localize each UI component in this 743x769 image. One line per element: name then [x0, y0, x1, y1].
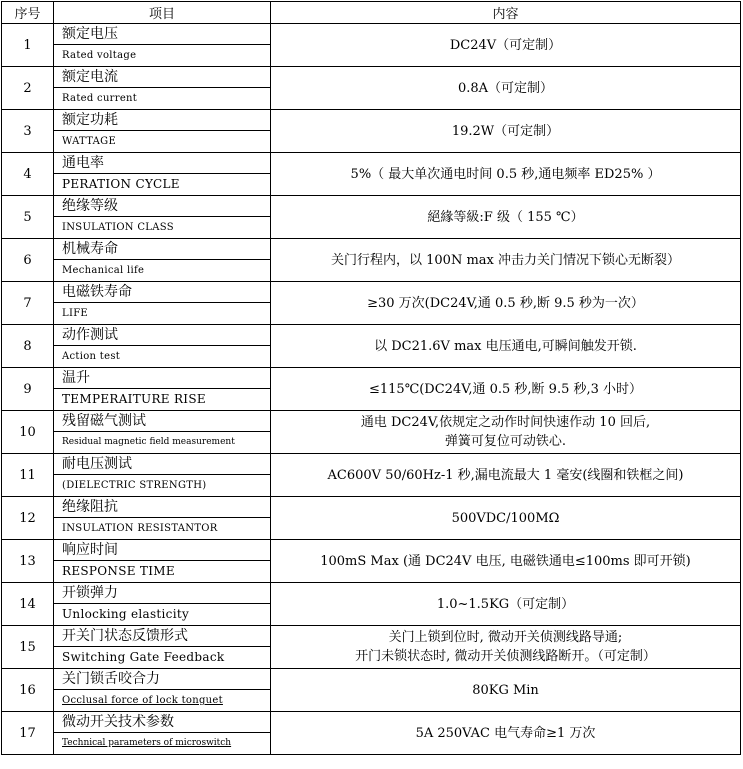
- item-name-en: Unlocking elasticity: [62, 607, 190, 621]
- row-number: 8: [2, 325, 54, 368]
- content-line: ≥30 万次(DC24V,通 0.5 秒,断 9.5 秒为一次）: [367, 295, 644, 311]
- spec-table: [1, 1, 741, 755]
- item-name-zh: 残留磁气测试: [54, 411, 270, 432]
- item-name-en: LIFE: [62, 308, 89, 319]
- item-name-en: INSULATION RESISTANTOR: [62, 523, 218, 534]
- item-name-zh: 微动开关技术参数: [54, 712, 270, 733]
- content-cell: [271, 669, 741, 712]
- item-name-zh: 响应时间: [54, 540, 270, 561]
- item-cell: [54, 24, 271, 67]
- item-name-zh: 温升: [54, 368, 270, 389]
- item-name-en: Rated current: [62, 93, 138, 104]
- item-name-en: Action test: [62, 351, 121, 362]
- item-name-zh: 额定电压: [54, 24, 270, 45]
- table-row: [2, 24, 741, 67]
- item-name-zh: 耐电压测试: [54, 454, 270, 475]
- content-line: 100mS Max (通 DC24V 电压, 电磁铁通电≤100ms 即可开锁): [320, 553, 691, 569]
- table-row: [2, 282, 741, 325]
- item-cell: [54, 239, 271, 282]
- item-name-zh: 额定功耗: [54, 110, 270, 131]
- row-number: 5: [2, 196, 54, 239]
- row-number: 9: [2, 368, 54, 411]
- row-number: 12: [2, 497, 54, 540]
- row-number: 13: [2, 540, 54, 583]
- item-cell: [54, 454, 271, 497]
- item-name-en: INSULATION CLASS: [62, 222, 174, 233]
- table-row: [2, 669, 741, 712]
- item-cell: [54, 196, 271, 239]
- item-name-zh: 额定电流: [54, 67, 270, 88]
- table-row: [2, 626, 741, 669]
- row-number: 16: [2, 669, 54, 712]
- table-row: [2, 368, 741, 411]
- item-cell: [54, 153, 271, 196]
- item-name-zh: 绝缘等级: [54, 196, 270, 217]
- content-cell: [271, 196, 741, 239]
- content-line: 80KG Min: [472, 682, 539, 698]
- content-line: 19.2W（可定制）: [451, 123, 560, 139]
- row-number: 11: [2, 454, 54, 497]
- content-line: ≤115℃(DC24V,通 0.5 秒,断 9.5 秒,3 小时）: [368, 381, 643, 397]
- content-cell: [271, 583, 741, 626]
- item-name-zh: 动作测试: [54, 325, 270, 346]
- table-row: [2, 411, 741, 454]
- table-row: [2, 239, 741, 282]
- item-name-en: PERATION CYCLE: [62, 177, 180, 191]
- row-number: 7: [2, 282, 54, 325]
- table-row: [2, 712, 741, 755]
- item-name-en: Technical parameters of microswitch: [62, 738, 232, 748]
- table-row: [2, 110, 741, 153]
- content-cell: [271, 626, 741, 669]
- content-cell: [271, 110, 741, 153]
- content-line: 500VDC/100MΩ: [451, 510, 560, 526]
- row-number: 15: [2, 626, 54, 669]
- header-no: 序号: [2, 2, 54, 24]
- item-name-zh: 机械寿命: [54, 239, 270, 260]
- content-cell: [271, 368, 741, 411]
- content-cell: [271, 282, 741, 325]
- content-cell: [271, 24, 741, 67]
- item-cell: [54, 110, 271, 153]
- row-number: 17: [2, 712, 54, 755]
- content-line: 开门未锁状态时, 微动开关侦测线路断开。（可定制）: [355, 649, 656, 664]
- item-cell: [54, 583, 271, 626]
- content-cell: [271, 153, 741, 196]
- content-cell: [271, 411, 741, 454]
- row-number: 10: [2, 411, 54, 454]
- content-cell: [271, 712, 741, 755]
- header-content: 内容: [271, 2, 741, 24]
- item-name-zh: 关门锁舌咬合力: [54, 669, 270, 690]
- table-row: [2, 454, 741, 497]
- row-number: 14: [2, 583, 54, 626]
- content-cell: [271, 540, 741, 583]
- item-cell: [54, 497, 271, 540]
- content-line: 关门行程内，以 100N max 冲击力关门情况下锁心无断裂）: [331, 252, 680, 268]
- content-line: 5A 250VAC 电气寿命≥1 万次: [415, 725, 596, 741]
- item-name-en: Mechanical life: [62, 265, 145, 276]
- item-name-en: RESPONSE TIME: [62, 564, 175, 578]
- content-cell: [271, 454, 741, 497]
- item-cell: [54, 282, 271, 325]
- item-cell: [54, 712, 271, 755]
- item-cell: [54, 669, 271, 712]
- header-row: [2, 2, 741, 24]
- item-name-zh: 通电率: [54, 153, 270, 174]
- item-name-zh: 开锁弹力: [54, 583, 270, 604]
- content-line: 0.8A（可定制）: [457, 80, 554, 96]
- item-cell: [54, 368, 271, 411]
- row-number: 6: [2, 239, 54, 282]
- content-line: 絕緣等級:F 级（ 155 ℃）: [427, 209, 584, 225]
- content-cell: [271, 67, 741, 110]
- item-cell: [54, 540, 271, 583]
- item-name-en: TEMPERAITURE RISE: [62, 392, 206, 406]
- item-name-en: Switching Gate Feedback: [62, 650, 225, 664]
- item-cell: [54, 67, 271, 110]
- item-name-en: (DIELECTRIC STRENGTH): [62, 480, 207, 491]
- item-name-en: WATTAGE: [62, 136, 117, 147]
- table-row: [2, 497, 741, 540]
- row-number: 4: [2, 153, 54, 196]
- item-name-en: Rated voltage: [62, 50, 137, 61]
- content-cell: [271, 325, 741, 368]
- item-cell: [54, 325, 271, 368]
- table-row: [2, 153, 741, 196]
- item-name-zh: 绝缘阻抗: [54, 497, 270, 518]
- content-line: 5%（ 最大单次通电时间 0.5 秒,通电频率 ED25% ）: [350, 166, 661, 182]
- table-row: [2, 540, 741, 583]
- row-number: 3: [2, 110, 54, 153]
- table-row: [2, 196, 741, 239]
- row-number: 1: [2, 24, 54, 67]
- row-number: 2: [2, 67, 54, 110]
- content-line: 1.0~1.5KG（可定制）: [436, 596, 575, 612]
- item-cell: [54, 411, 271, 454]
- content-line: 关门上锁到位时, 微动开关侦测线路导通;: [388, 630, 623, 645]
- table-row: [2, 67, 741, 110]
- content-line: AC600V 50/60Hz-1 秒,漏电流最大 1 毫安(线圈和铁框之间): [327, 467, 684, 483]
- item-name-en: Residual magnetic field measurement: [62, 437, 235, 447]
- content-cell: [271, 239, 741, 282]
- item-name-zh: 开关门状态反馈形式: [54, 626, 270, 647]
- table-row: [2, 583, 741, 626]
- item-name-en: Occlusal force of lock tonguet: [62, 695, 223, 706]
- content-cell: [271, 497, 741, 540]
- item-name-zh: 电磁铁寿命: [54, 282, 270, 303]
- content-line: 弹簧可复位可动铁心.: [444, 434, 567, 449]
- content-line: 以 DC21.6V max 电压通电,可瞬间触发开锁.: [374, 338, 637, 354]
- content-line: 通电 DC24V,依规定之动作时间快速作动 10 回后,: [360, 415, 651, 430]
- item-cell: [54, 626, 271, 669]
- content-line: DC24V（可定制）: [449, 37, 562, 53]
- table-row: [2, 325, 741, 368]
- header-item: 项目: [54, 2, 271, 24]
